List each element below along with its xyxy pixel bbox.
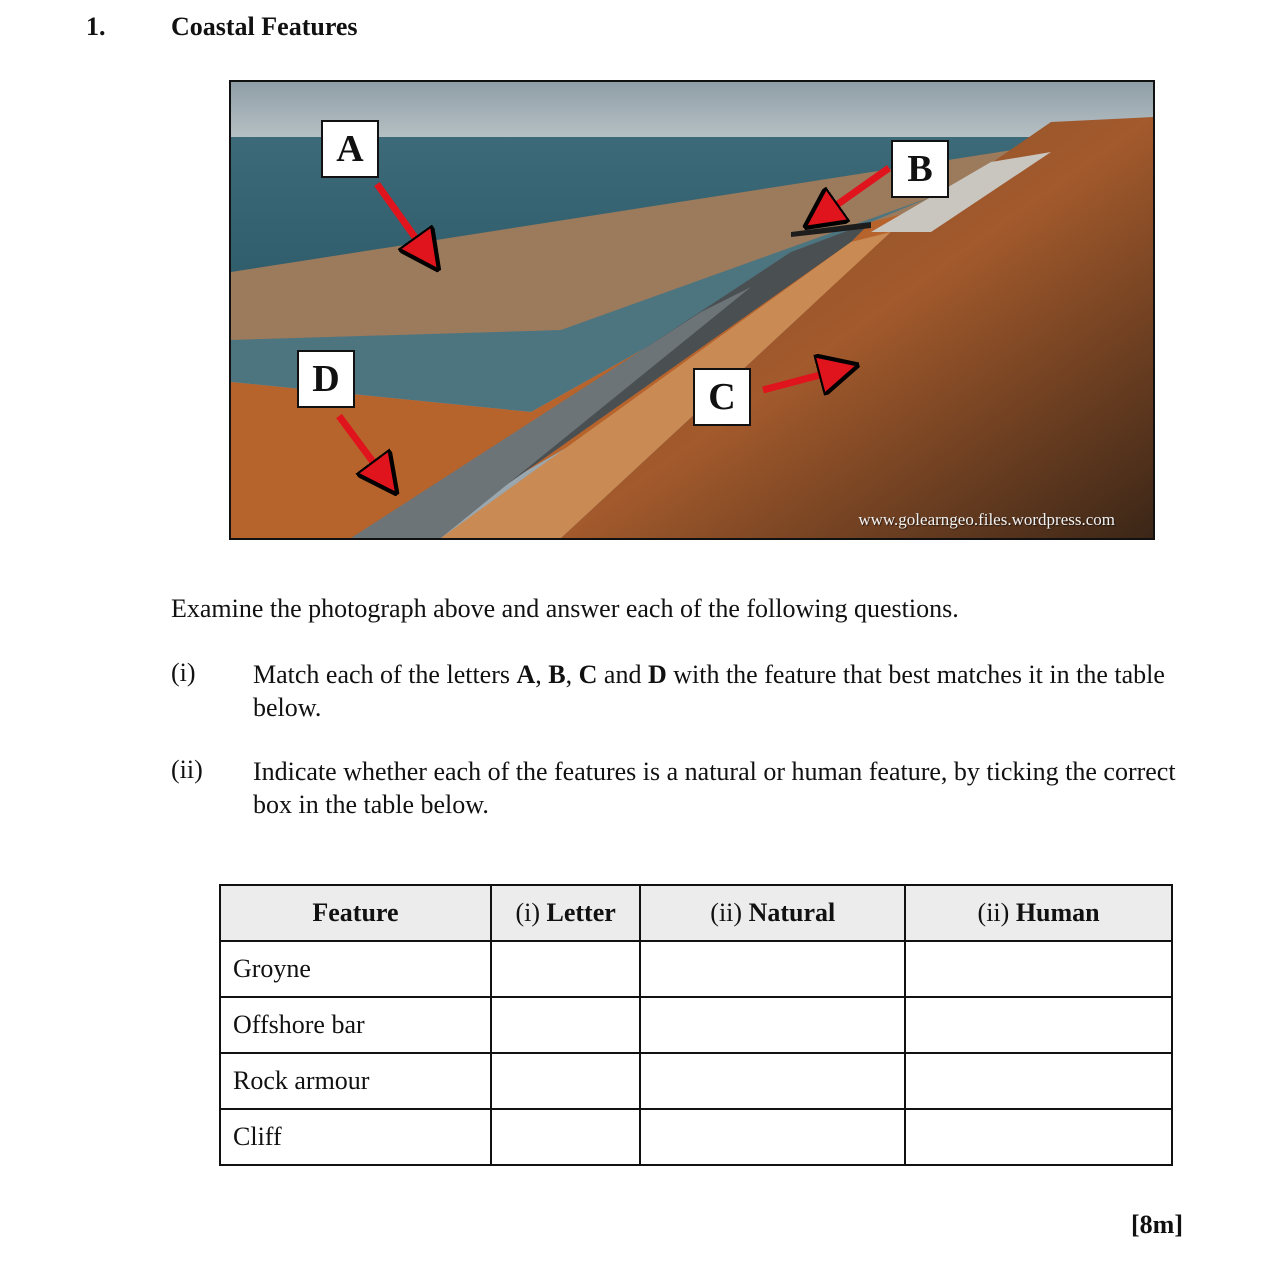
human-tick-cell[interactable] (905, 1109, 1172, 1165)
letter-answer-cell[interactable] (491, 1109, 640, 1165)
feature-name: Cliff (220, 1109, 491, 1165)
photo-watermark: www.golearngeo.files.wordpress.com (858, 510, 1115, 529)
table-row (220, 1053, 1172, 1109)
part-number: (ii) (171, 755, 203, 784)
natural-tick-cell[interactable] (640, 1109, 905, 1165)
table-row (220, 997, 1172, 1053)
table-header-row (220, 885, 1172, 941)
letter-answer-cell[interactable] (491, 997, 640, 1053)
feature-name: Groyne (220, 941, 491, 997)
human-tick-cell[interactable] (905, 1053, 1172, 1109)
coastal-photograph (229, 80, 1155, 540)
natural-tick-cell[interactable] (640, 1053, 905, 1109)
natural-tick-cell[interactable] (640, 997, 905, 1053)
label-c: C (693, 368, 751, 426)
marks-allocation: [8m] (1131, 1210, 1183, 1239)
arrow-d (339, 416, 385, 478)
instructions: Examine the photograph above and answer each of the following questions. (171, 594, 959, 623)
feature-name: Offshore bar (220, 997, 491, 1053)
arrow-layer (231, 82, 1153, 538)
label-b: B (891, 140, 949, 198)
header-natural: (ii) Natural (640, 885, 905, 941)
table-row (220, 941, 1172, 997)
question-number: 1. (86, 12, 106, 41)
letter-answer-cell[interactable] (491, 1053, 640, 1109)
question-title: Coastal Features (171, 12, 358, 41)
human-tick-cell[interactable] (905, 997, 1172, 1053)
header-human: (ii) Human (905, 885, 1172, 941)
arrow-a (377, 184, 427, 254)
feature-name: Rock armour (220, 1053, 491, 1109)
features-table (219, 884, 1173, 1166)
arrow-b (821, 168, 889, 216)
label-d: D (297, 350, 355, 408)
header-letter: (i) Letter (491, 885, 640, 941)
letter-answer-cell[interactable] (491, 941, 640, 997)
label-a: A (321, 120, 379, 178)
part-text: Indicate whether each of the features is a natural or human feature, by ticking the correct box in the table below. (253, 757, 1176, 819)
part-text: Match each of the letters A, B, C and D with the feature that best matches it in the table below. (253, 660, 1165, 722)
table-row (220, 1109, 1172, 1165)
header-feature: Feature (220, 885, 491, 941)
natural-tick-cell[interactable] (640, 941, 905, 997)
human-tick-cell[interactable] (905, 941, 1172, 997)
part-number: (i) (171, 658, 196, 687)
arrow-c (763, 370, 839, 390)
